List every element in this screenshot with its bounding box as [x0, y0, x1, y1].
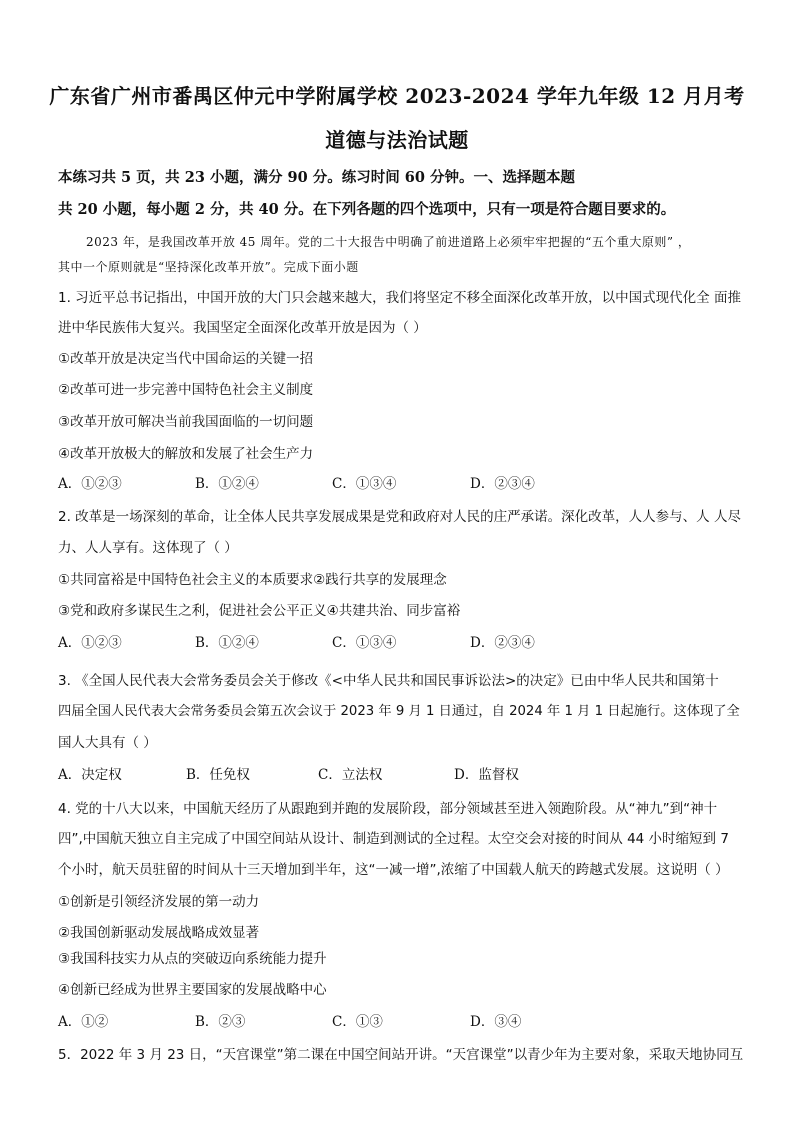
q4-choice-d[interactable]: D．③④ [470, 1014, 522, 1030]
q1-choice-c[interactable]: C．①③④ [332, 476, 397, 492]
q2-choice-d[interactable]: D．②③④ [470, 635, 535, 651]
q1-statement-3: ③改革开放可解决当前我国面临的一切问题 [58, 414, 314, 430]
q3-choice-a[interactable]: A．决定权 [58, 767, 122, 783]
q4-statement-3: ③我国科技实力从点的突破迈向系统能力提升 [58, 951, 327, 967]
q3-choice-d[interactable]: D．监督权 [454, 767, 519, 783]
q2-choice-a[interactable]: A．①②③ [58, 635, 122, 651]
exam-subtitle: 道德与法治试题 [325, 128, 469, 152]
q2-choice-b[interactable]: B．①②④ [195, 635, 259, 651]
q2-stem-line-2: 力、人人享有。这体现了（ ） [58, 540, 238, 556]
q3-stem-line-2: 四届全国人民代表大会常务委员会第五次会议于 2023 年 9 月 1 日通过，自 2024 年 1 月 1 日起施行。这体现了全 [58, 704, 740, 719]
q2-choice-c[interactable]: C．①③④ [332, 635, 397, 651]
q2-statement-2: ③党和政府多谋民生之利，促进社会公平正义④共建共治、同步富裕 [58, 603, 461, 619]
instructions-line-2: 共 20 小题，每小题 2 分，共 40 分。在下列各题的四个选项中，只有一项是符合题目要求的。 [58, 201, 676, 218]
q4-statement-4: ④创新已经成为世界主要国家的发展战略中心 [58, 982, 327, 998]
q3-stem-line-3: 国人大具有（ ） [58, 735, 157, 751]
q3-stem-line-1: 3. 《全国人民代表大会常务委员会关于修改《<中华人民共和国民事诉讼法>的决定》已由中华人民共和国第十 [58, 673, 719, 689]
q4-statement-1: ①创新是引领经济发展的第一动力 [58, 894, 260, 910]
q4-choice-c[interactable]: C．①③ [332, 1014, 383, 1030]
q2-statement-1: ①共同富裕是中国特色社会主义的本质要求②践行共享的发展理念 [58, 572, 447, 588]
q1-stem-line-1: 1. 习近平总书记指出，中国开放的大门只会越来越大，我们将坚定不移全面深化改革开放，以中国式现代化全 面推 [58, 290, 741, 306]
q1-statement-2: ②改革可进一步完善中国特色社会主义制度 [58, 382, 314, 398]
q3-choice-b[interactable]: B．任免权 [186, 767, 250, 783]
q1-choice-d[interactable]: D．②③④ [470, 476, 535, 492]
q1-choice-a[interactable]: A．①②③ [58, 476, 122, 492]
q4-choice-b[interactable]: B．②③ [195, 1014, 246, 1030]
q1-choice-b[interactable]: B．①②④ [195, 476, 259, 492]
exam-title: 广东省广州市番禺区仲元中学附属学校 2023-2024 学年九年级 12 月月考 [49, 84, 745, 108]
q1-statement-4: ④改革开放极大的解放和发展了社会生产力 [58, 446, 314, 462]
q1-statement-1: ①改革开放是决定当代中国命运的关键一招 [58, 351, 314, 367]
q1-stem-line-2: 进中华民族伟大复兴。我国坚定全面深化改革开放是因为（ ） [58, 320, 427, 336]
intro-line-1: 2023 年，是我国改革开放 45 周年。党的二十大报告中明确了前进道路上必须牢牢把握的“五个重大原则” ， [86, 235, 691, 249]
instructions-line-1: 本练习共 5 页，共 23 小题，满分 90 分。练习时间 60 分钟。一、选择题本题 [58, 169, 576, 186]
q4-stem-line-2: 四”,中国航天独立自主完成了中国空间站从设计、制造到测试的全过程。太空交会对接的时间从 44 小时缩短到 7 [58, 831, 729, 847]
q4-stem-line-1: 4. 党的十八大以来，中国航天经历了从跟跑到并跑的发展阶段，部分领域甚至进入领跑阶段。从“神九”到“神十 [58, 801, 718, 817]
q4-statement-2: ②我国创新驱动发展战略成效显著 [58, 925, 260, 941]
q4-choice-a[interactable]: A．①② [58, 1014, 109, 1030]
q5-stem-line-1: 5．2022 年 3 月 23 日，“天宫课堂”第二课在中国空间站开讲。“天宫课堂”以青少年为主要对象，采取天地协同互 [58, 1047, 744, 1063]
q2-stem-line-1: 2. 改革是一场深刻的革命，让全体人民共享发展成果是党和政府对人民的庄严承诺。深化改革，人人参与、人 人尽 [58, 509, 741, 525]
q4-stem-line-3: 个小时，航天员驻留的时间从十三天增加到半年，这“一减一增”,浓缩了中国载人航天的跨越式发展。这说明（ ） [58, 862, 729, 878]
q3-choice-c[interactable]: C．立法权 [318, 767, 383, 783]
intro-line-2: 其中一个原则就是“坚持深化改革开放”。完成下面小题 [58, 260, 359, 274]
